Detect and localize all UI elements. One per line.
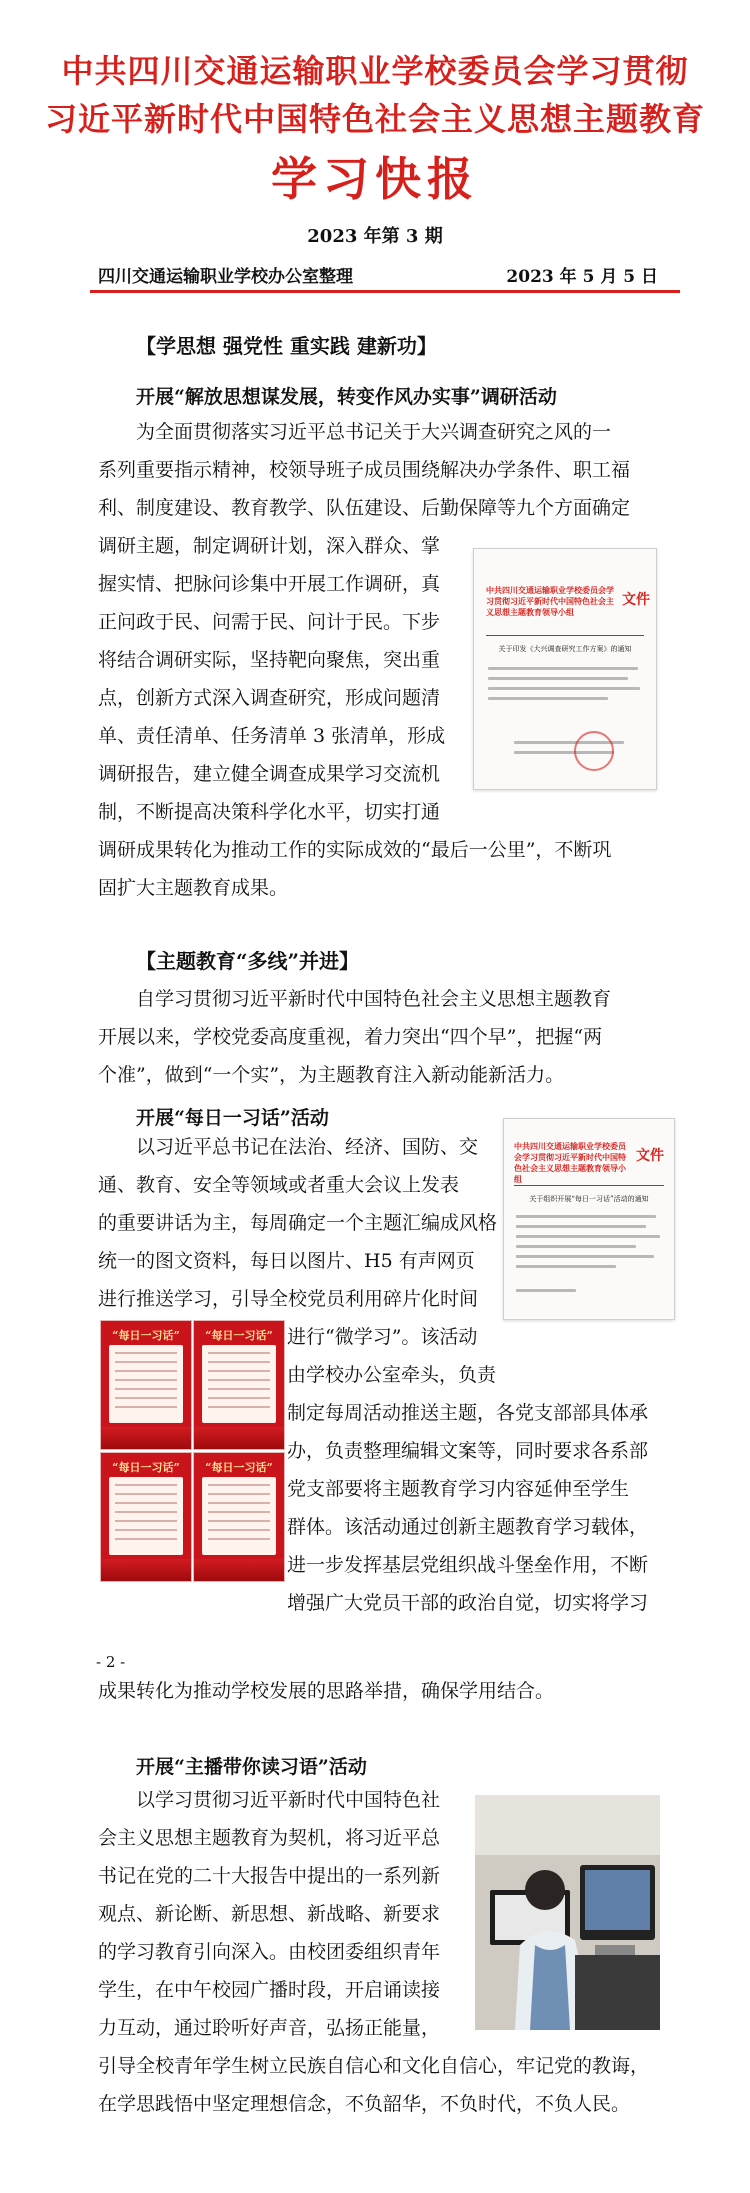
publish-date: 2023 年 5 月 5 日: [506, 267, 658, 287]
doc-label: 文件: [622, 592, 650, 608]
sub1-paragraph-side: [287, 1318, 648, 1622]
text-line: 通、教育、安全等领域或者重大会议上发表: [98, 1174, 460, 1196]
poster-image: [193, 1320, 285, 1450]
doc-title: 关于印发《大兴调查研究工作方案》的通知: [498, 645, 632, 653]
doc-text-line: [488, 677, 628, 680]
text-line: 系列重要指示精神，校领导班子成员围绕解决办学条件、职工福: [98, 459, 631, 481]
text-line: 制定每周活动推送主题，各党支部部具体承: [287, 1402, 649, 1424]
doc-red-rule: [486, 635, 644, 636]
text-line: 统一的图文资料，每日以图片、H5 有声网页: [98, 1250, 475, 1272]
text-line: 力互动，通过聆听好声音，弘扬正能量，: [98, 2017, 441, 2039]
doc-text-line: [516, 1289, 576, 1292]
doc-red-rule: [514, 1185, 664, 1186]
text-line: 观点、新论断、新思想、新战略、新要求: [98, 1903, 441, 1925]
text-line: 书记在党的二十大报告中提出的一系列新: [98, 1865, 441, 1887]
section1-subheading: 开展“解放思想谋发展，转变作风办实事”调研活动: [136, 386, 557, 408]
doc-title: 关于组织开展“每日一习话”活动的通知: [529, 1195, 649, 1203]
doc-text-line: [516, 1255, 654, 1258]
text-line: 的重要讲话为主，每周确定一个主题汇编成风格: [98, 1212, 498, 1234]
doc-text-line: [488, 667, 638, 670]
text-line: 党支部要将主题教育学习内容延伸至学生: [287, 1478, 630, 1500]
official-seal-icon: [574, 731, 614, 771]
text-line: 办，负责整理编辑文案等，同时要求各系部: [287, 1440, 649, 1462]
doc-text-line: [488, 697, 608, 700]
sub2-title: 开展“主播带你读习语”活动: [136, 1756, 367, 1778]
page-number: - 2 -: [96, 1653, 126, 1671]
text-line: 自学习贯彻习近平新时代中国特色社会主义思想主题教育: [136, 988, 612, 1010]
doc-header-text: 中共四川交通运输职业学校委员会学习贯彻习近平新时代中国特色社会主义思想主题教育领导小组: [514, 1141, 626, 1184]
doc-label: 文件: [636, 1148, 664, 1164]
poster-title: “每日一习话”: [112, 1329, 180, 1342]
publisher: 四川交通运输职业学校办公室整理: [98, 267, 353, 287]
text-line: 以学习贯彻习近平新时代中国特色社: [136, 1789, 441, 1811]
poster-footer: [101, 1559, 191, 1581]
poster-image: [100, 1452, 192, 1582]
doc-text-line: [516, 1265, 616, 1268]
text-line: 的学习教育引向深入。由校团委组织青年: [98, 1941, 441, 1963]
text-line: 由学校办公室牵头，负责: [287, 1364, 497, 1386]
section2-heading: 【主题教育“多线”并进】: [136, 949, 360, 973]
text-line: 进一步发挥基层党组织战斗堡垒作用，不断: [287, 1554, 649, 1576]
poster-image: [100, 1320, 192, 1450]
text-line: 利、制度建设、教育教学、队伍建设、后勤保障等九个方面确定: [98, 497, 631, 519]
text-line: 群体。该活动通过创新主题教育学习载体，: [287, 1516, 649, 1538]
publisher-row: [98, 262, 658, 287]
poster-content: [109, 1477, 183, 1555]
poster-content: [202, 1477, 276, 1555]
sub2-paragraph: [98, 1781, 649, 2123]
text-line: 个准”，做到“一个实”，为主题教育注入新动能新活力。: [98, 1064, 565, 1086]
bulletin-header-line2: 习近平新时代中国特色社会主义思想主题教育: [44, 100, 705, 138]
issue-number: 2023 年第 3 期: [307, 226, 443, 247]
poster-image: [193, 1452, 285, 1582]
text-line: 在学思践悟中坚定理想信念，不负韶华，不负时代，不负人民。: [98, 2093, 631, 2115]
text-line: 调研主题，制定调研计划，深入群众、掌: [98, 535, 441, 557]
text-line: 将结合调研实际，坚持靶向聚焦，突出重: [98, 649, 441, 671]
doc-header-text: 中共四川交通运输职业学校委员会学习贯彻习近平新时代中国特色社会主义思想主题教育领导小组: [486, 585, 614, 617]
continued-text-line: 成果转化为推动学校发展的思路举措，确保学用结合。: [98, 1680, 555, 1702]
poster-footer: [194, 1427, 284, 1449]
poster-title: “每日一习话”: [205, 1329, 273, 1342]
document-image: [503, 1118, 675, 1320]
poster-content: [109, 1345, 183, 1423]
poster-title: “每日一习话”: [205, 1461, 273, 1474]
section2-intro: [98, 980, 611, 1094]
text-line: 进行“微学习”。该活动: [287, 1326, 478, 1348]
text-line: 引导全校青年学生树立民族自信心和文化自信心，牢记党的教诲，: [98, 2055, 650, 2077]
document-image: [473, 548, 657, 790]
text-line: 正问政于民、问需于民、问计于民。下步: [98, 611, 441, 633]
bulletin-header-line1: 中共四川交通运输职业学校委员会学习贯彻: [61, 52, 689, 90]
text-line: 固扩大主题教育成果。: [98, 877, 289, 899]
doc-text-line: [516, 1215, 656, 1218]
poster-footer: [194, 1559, 284, 1581]
sub1-paragraph-top: [98, 1128, 497, 1318]
text-line: 学生，在中午校园广播时段，开启诵读接: [98, 1979, 441, 2001]
poster-content: [202, 1345, 276, 1423]
text-line: 为全面贯彻落实习近平总书记关于大兴调查研究之风的一: [136, 421, 612, 443]
poster-title: “每日一习话”: [112, 1461, 180, 1474]
text-line: 单、责任清单、任务清单 3 张清单，形成: [98, 725, 446, 747]
header-divider: [90, 290, 680, 293]
text-line: 点，创新方式深入调查研究，形成问题清: [98, 687, 441, 709]
text-line: 会主义思想主题教育为契机，将习近平总: [98, 1827, 441, 1849]
text-line: 制，不断提高决策科学化水平，切实打通: [98, 801, 441, 823]
bulletin-name: 学习快报: [271, 152, 479, 206]
section1-heading: 【学思想 强党性 重实践 建新功】: [136, 334, 437, 358]
sub1-title: 开展“每日一习话”活动: [136, 1107, 329, 1129]
doc-text-line: [488, 687, 640, 690]
text-line: 调研报告，建立健全调查成果学习交流机: [98, 763, 441, 785]
doc-text-line: [516, 1225, 646, 1228]
text-line: 调研成果转化为推动工作的实际成效的“最后一公里”，不断巩: [98, 839, 612, 861]
text-line: 增强广大党员干部的政治自觉，切实将学习: [287, 1592, 649, 1614]
doc-text-line: [516, 1235, 660, 1238]
text-line: 进行推送学习，引导全校党员利用碎片化时间: [98, 1288, 479, 1310]
text-line: 握实情、把脉问诊集中开展工作调研，真: [98, 573, 441, 595]
text-line: 开展以来，学校党委高度重视，着力突出“四个早”，把握“两: [98, 1026, 603, 1048]
text-line: 以习近平总书记在法治、经济、国防、交: [136, 1136, 479, 1158]
poster-footer: [101, 1427, 191, 1449]
doc-text-line: [516, 1245, 636, 1248]
